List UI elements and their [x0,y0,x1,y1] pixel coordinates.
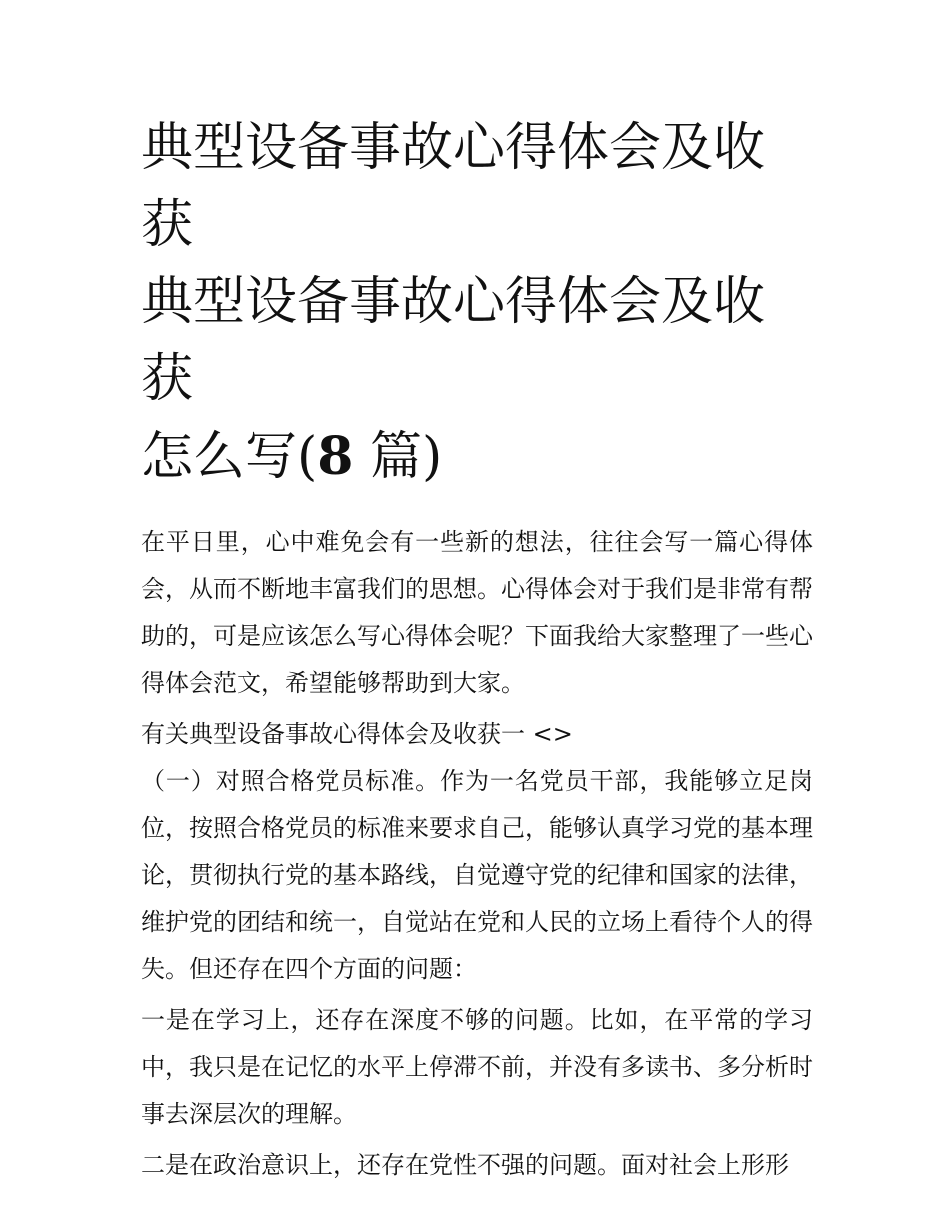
document-title [141,110,813,496]
title-line-3-suffix: 篇) [353,427,443,487]
section-subheading: 有关典型设备事故心得体会及收获一 <> [141,720,573,748]
title-line-3-number: 8 [317,426,354,487]
document-page [141,110,813,1189]
title-line-3-prefix: 怎么写( [141,427,318,487]
intro-paragraph: 在平日里，心中难免会有一些新的想法，往往会写一篇心得体会，从而不断地丰富我们的思想。心得体会对于我们是非常有帮助的，可是应该怎么写心得体会呢？下面我给大家整理了一些心得体会范文，希望能够帮助到大家。 [141,528,813,697]
body-paragraph-2: 一是在学习上，还存在深度不够的问题。比如，在平常的学习中，我只是在记忆的水平上停滞不前，并没有多读书、多分析时事去深层次的理解。 [141,1006,813,1128]
body-paragraph-1: （一）对照合格党员标准。作为一名党员干部，我能够立足岗位，按照合格党员的标准来要求自己，能够认真学习党的基本理论，贯彻执行党的基本路线，自觉遵守党的纪律和国家的法律，维护党的团结和统一，自觉站在党和人民的立场上看待个人的得失。但还存在四个方面的问题： [141,767,813,983]
title-line-1: 典型设备事故心得体会及收获 [141,118,766,255]
title-line-2: 典型设备事故心得体会及收获 [141,272,766,409]
body-paragraph-3: 二是在政治意识上，还存在党性不强的问题。面对社会上形形 [141,1151,789,1179]
